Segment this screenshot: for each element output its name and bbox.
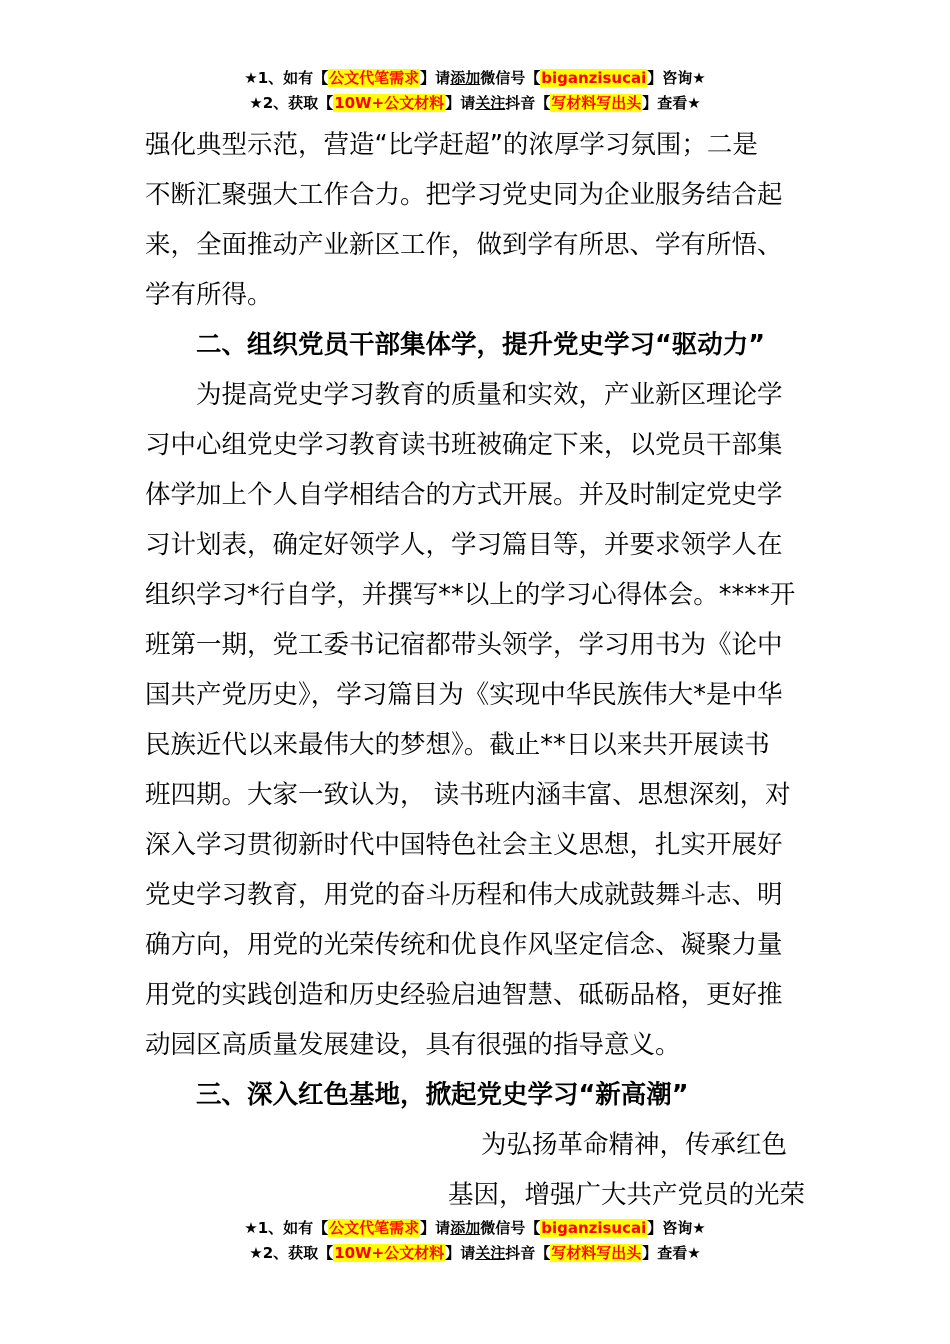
body-line: 为弘扬革命精神，传承红色 xyxy=(480,1130,787,1160)
banner-line-2: ★2、获取【10W+公文材料】请关注抖音【写材料写出头】查看★ xyxy=(249,94,701,112)
body-line: 用党的实践创造和历史经验启迪智慧、砥砺品格，更好推 xyxy=(145,980,783,1010)
body-line: 习中心组党史学习教育读书班被确定下来，以党员干部集 xyxy=(145,430,783,460)
document-body xyxy=(145,120,805,1220)
highlight-tag: 公文代笔需求 xyxy=(329,69,420,87)
body-line: 民族近代以来最伟大的梦想》。截止**日以来共开展读书 xyxy=(145,730,770,760)
section-heading-2: 二、组织党员干部集体学，提升党史学习“驱动力” xyxy=(196,330,766,360)
body-line: 来，全面推动产业新区工作，做到学有所思、学有所悟、 xyxy=(145,230,783,260)
banner-line-1: ★1、如有【公文代笔需求】请添加微信号【biganzisucai】咨询★ xyxy=(244,1219,706,1237)
body-line: 动园区高质量发展建设，具有很强的指导意义。 xyxy=(145,1030,681,1060)
top-banner xyxy=(0,66,950,116)
body-line: 不断汇聚强大工作合力。把学习党史同为企业服务结合起 xyxy=(145,180,783,210)
highlight-tag: 公文代笔需求 xyxy=(329,1219,420,1237)
body-line: 组织学习*行自学，并撰写**以上的学习心得体会。****开 xyxy=(145,580,796,610)
section-heading-3: 三、深入红色基地，掀起党史学习“新高潮” xyxy=(196,1080,689,1110)
body-line: 强化典型示范，营造“比学赶超”的浓厚学习氛围；二是 xyxy=(145,130,758,160)
highlight-tag: 写材料写出头 xyxy=(551,94,642,112)
body-line: 国共产党历史》，学习篇目为《实现中华民族伟大*是中华 xyxy=(145,680,783,710)
highlight-tag: 10W+公文材料 xyxy=(334,1244,445,1262)
highlight-tag: biganzisucai xyxy=(541,1219,647,1237)
body-line: 深入学习贯彻新时代中国特色社会主义思想，扎实开展好 xyxy=(145,830,783,860)
body-line: 确方向，用党的光荣传统和优良作风坚定信念、凝聚力量 xyxy=(145,930,783,960)
banner-line-1: ★1、如有【公文代笔需求】请添加微信号【biganzisucai】咨询★ xyxy=(244,69,706,87)
body-line: 党史学习教育，用党的奋斗历程和伟大成就鼓舞斗志、明 xyxy=(145,880,783,910)
highlight-tag: 10W+公文材料 xyxy=(334,94,445,112)
highlight-tag: biganzisucai xyxy=(541,69,647,87)
banner-line-2: ★2、获取【10W+公文材料】请关注抖音【写材料写出头】查看★ xyxy=(249,1244,701,1262)
body-line: 班第一期，党工委书记宿都带头领学，学习用书为《论中 xyxy=(145,630,783,660)
body-line: 班四期。大家一致认为， 读书班内涵丰富、思想深刻，对 xyxy=(145,780,791,810)
highlight-tag: 写材料写出头 xyxy=(551,1244,642,1262)
body-line: 学有所得。 xyxy=(145,280,273,310)
body-line: 习计划表，确定好领学人，学习篇目等，并要求领学人在 xyxy=(145,530,783,560)
body-line: 体学加上个人自学相结合的方式开展。并及时制定党史学 xyxy=(145,480,783,510)
body-line: 为提高党史学习教育的质量和实效，产业新区理论学 xyxy=(196,380,783,410)
body-line: 基因，增强广大共产党员的光荣 xyxy=(447,1180,805,1210)
bottom-banner xyxy=(0,1216,950,1266)
